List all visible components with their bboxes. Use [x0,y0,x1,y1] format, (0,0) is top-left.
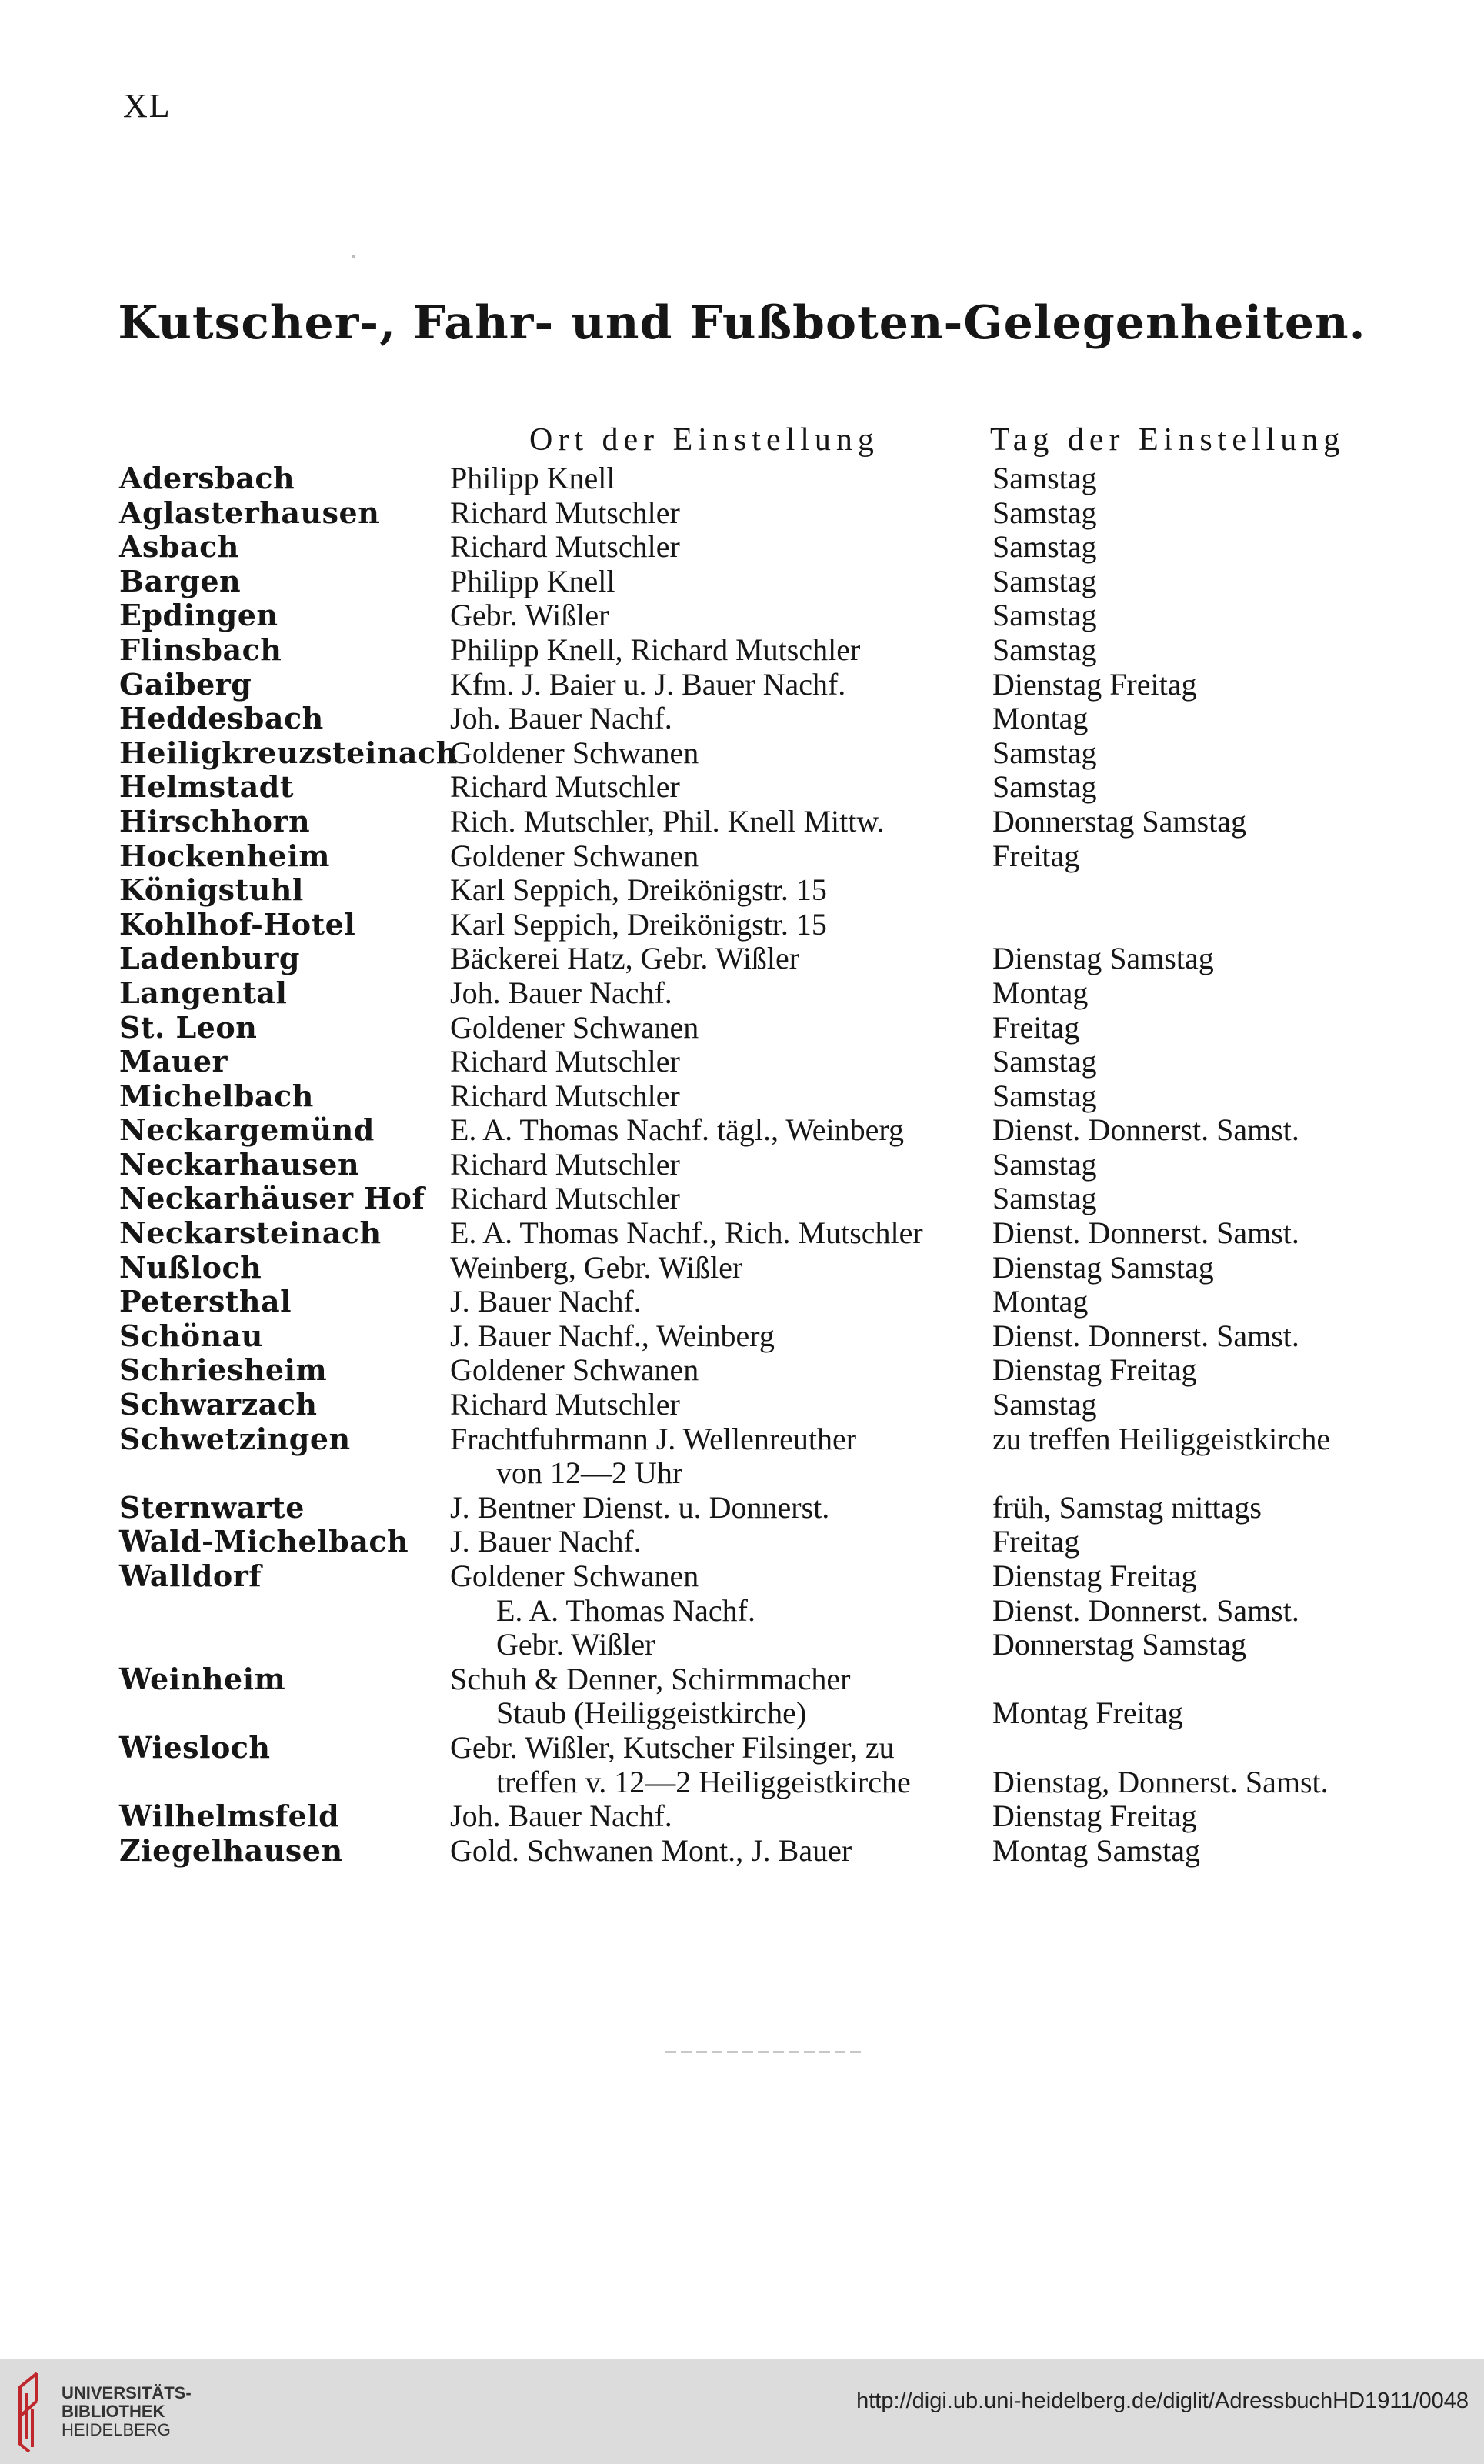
place-name: Heiligkreuzsteinach [119,735,458,770]
ort-line: J. Bauer Nachf., Weinberg [450,1318,775,1353]
ort-line: Richard Mutschler [450,1181,680,1216]
tag-line: Montag [992,975,1089,1010]
column-header-tag: Tag der Einstellung [990,422,1346,458]
tag-cell [992,1216,1427,1251]
table-row [119,736,1427,771]
place-name: Königstuhl [119,872,304,908]
place-name: Helmstadt [119,769,294,805]
place-name: Heddesbach [119,701,324,736]
tag-cell [992,565,1427,599]
place-name: Kohlhof-Hotel [119,906,356,942]
place-name: Schwetzingen [119,1421,351,1456]
ort-cell [450,873,992,908]
ort-line: Gold. Schwanen Mont., J. Bauer [450,1832,852,1868]
table-row [119,1079,1427,1114]
place-name: Schönau [119,1318,263,1353]
ort-line: Gebr. Wißler [496,1627,655,1662]
tag-line: Dienstag, Donnerst. Samst. [992,1764,1329,1799]
tag-line: Dienstag Freitag [992,1799,1197,1834]
tag-line: Dienstag Freitag [992,666,1197,702]
place-name: Sternwarte [119,1489,305,1525]
tag-cell [992,976,1427,1011]
ort-line: Rich. Mutschler, Phil. Knell Mittw. [450,803,885,839]
place-name: Schwarzach [119,1387,318,1422]
ort-cell [450,1799,992,1834]
ort-line: J. Bauer Nachf. [450,1524,642,1559]
ort-line: Philipp Knell [450,461,615,495]
ort-line: Gebr. Wißler [450,598,609,633]
ort-cell [450,736,992,771]
ort-cell [450,839,992,874]
tag-cell [992,1011,1427,1045]
table-row [119,598,1427,633]
table-row [119,1216,1427,1251]
place-name: Ladenburg [119,941,301,976]
tag-cell [992,1045,1427,1079]
tag-line: Samstag [992,495,1097,530]
tag-line: Montag [992,1284,1089,1319]
table-row [119,873,1427,908]
table-row [119,1045,1427,1079]
place-name: Adersbach [119,461,295,495]
tag-cell [992,1799,1427,1834]
table-row [119,1799,1427,1834]
table-row [119,1251,1427,1285]
place-name: Langental [119,975,288,1010]
ort-cell [450,1731,992,1799]
tag-line: Montag Freitag [992,1695,1183,1731]
tag-line: Samstag [992,632,1097,667]
tag-cell [992,942,1427,976]
ort-cell [450,668,992,702]
tag-cell [992,839,1427,874]
ort-line: Karl Seppich, Dreikönigstr. 15 [450,906,827,942]
library-logo-icon [14,2370,51,2455]
tag-line: Donnerstag Samstag [992,1627,1246,1662]
page-number: XL [123,87,172,125]
tag-cell [992,462,1427,496]
tag-cell [992,1079,1427,1114]
tag-cell [992,1662,1427,1731]
ort-cell [450,1559,992,1662]
ort-line: Kfm. J. Baier u. J. Bauer Nachf. [450,666,846,702]
tag-line: Samstag [992,1387,1097,1422]
end-rule [665,2051,865,2053]
table-row [119,1182,1427,1216]
table-row [119,1148,1427,1182]
tag-line: Dienstag Freitag [992,1559,1197,1593]
ort-cell [450,633,992,668]
tag-line: Samstag [992,598,1097,633]
ort-line: Richard Mutschler [450,1146,680,1182]
ort-cell [450,1182,992,1216]
ort-cell [450,1388,992,1422]
ort-cell [450,1319,992,1354]
tag-cell [992,1319,1427,1354]
library-name-line2: BIBLIOTHEK [62,2402,165,2421]
tag-line: Dienst. Donnerst. Samst. [992,1592,1299,1628]
tag-cell [992,1525,1427,1559]
table-row [119,1285,1427,1319]
tag-line: Dienst. Donnerst. Samst. [992,1215,1299,1251]
tag-line [992,1662,1427,1697]
ort-cell [450,770,992,805]
ort-cell [450,1353,992,1388]
table-row [119,1113,1427,1148]
table-row [119,1559,1427,1662]
ort-cell [450,1422,992,1491]
tag-cell [992,1731,1427,1799]
schedule-table [119,462,1427,1868]
tag-line: Samstag [992,1078,1097,1113]
table-row [119,1422,1427,1491]
table-row [119,702,1427,736]
ort-cell [450,976,992,1011]
print-speck [352,255,355,258]
tag-cell [992,496,1427,531]
ort-line: Richard Mutschler [450,495,680,530]
ort-line: Frachtfuhrmann J. Wellenreuther [450,1421,857,1456]
tag-cell [992,908,1427,942]
place-name: Epdingen [119,598,278,633]
tag-cell [992,1388,1427,1422]
ort-cell [450,1011,992,1045]
library-name-line3: HEIDELBERG [62,2420,171,2439]
tag-cell [992,1559,1427,1662]
tag-line: Samstag [992,735,1097,770]
tag-line: Donnerstag Samstag [992,803,1246,839]
ort-cell [450,1525,992,1559]
ort-line: Goldener Schwanen [450,1559,699,1593]
place-name: Wiesloch [119,1729,271,1765]
table-row [119,1011,1427,1045]
ort-line: Richard Mutschler [450,1078,680,1113]
table-row [119,1388,1427,1422]
ort-cell [450,1251,992,1285]
ort-line: Goldener Schwanen [450,1009,699,1045]
table-row [119,1662,1427,1731]
tag-cell [992,770,1427,805]
ort-cell [450,1216,992,1251]
library-name-line1: UNIVERSITÄTS- [62,2383,192,2402]
ort-line: Gebr. Wißler, Kutscher Filsinger, zu [450,1729,895,1765]
place-name: Neckarhäuser Hof [119,1181,425,1216]
tag-cell [992,1491,1427,1525]
table-row [119,908,1427,942]
ort-line: Goldener Schwanen [450,1352,699,1388]
tag-line: Samstag [992,1044,1097,1079]
ort-cell [450,1079,992,1114]
place-name: Hockenheim [119,838,330,873]
ort-line: Philipp Knell [450,563,615,598]
place-name: Schriesheim [119,1352,328,1388]
table-row [119,1731,1427,1799]
place-name: Mauer [119,1044,228,1079]
tag-cell [992,1148,1427,1182]
ort-line: Weinberg, Gebr. Wißler [450,1249,743,1285]
ort-line: J. Bentner Dienst. u. Donnerst. [450,1489,830,1525]
library-name [62,2384,192,2439]
place-name: Flinsbach [119,632,282,667]
place-name: Michelbach [119,1078,314,1113]
place-name: Wald-Michelbach [119,1524,409,1559]
table-row [119,805,1427,839]
tag-line: Montag Samstag [992,1832,1200,1868]
ort-line: Karl Seppich, Dreikönigstr. 15 [450,872,827,908]
tag-line: Samstag [992,1181,1097,1216]
table-row [119,1834,1427,1869]
ort-cell [450,805,992,839]
tag-line [992,908,1427,942]
tag-line: Dienstag Freitag [992,1352,1197,1388]
tag-cell [992,1251,1427,1285]
tag-line: Freitag [992,1524,1080,1559]
ort-cell [450,1834,992,1869]
table-row [119,1525,1427,1559]
ort-line: Richard Mutschler [450,769,680,805]
place-name: Weinheim [119,1661,286,1696]
place-name: Bargen [119,563,242,598]
ort-line: E. A. Thomas Nachf. tägl., Weinberg [450,1112,904,1148]
ort-line: Joh. Bauer Nachf. [450,701,672,736]
table-row [119,668,1427,702]
ort-cell [450,598,992,633]
ort-line: Staub (Heiliggeistkirche) [496,1695,807,1731]
ort-cell [450,1113,992,1148]
tag-cell [992,1353,1427,1388]
place-name: Asbach [119,529,239,565]
place-name: Ziegelhausen [119,1832,343,1868]
ort-line: Schuh & Denner, Schirmmacher [450,1661,851,1696]
footer-bar [0,2359,1484,2464]
table-row [119,496,1427,531]
ort-line: Joh. Bauer Nachf. [450,1799,672,1834]
source-url-link[interactable]: http://digi.ub.uni-heidelberg.de/diglit/AdressbuchHD1911/0048 [856,2389,1469,2413]
tag-cell [992,1182,1427,1216]
place-name: Aglasterhausen [119,495,380,530]
ort-cell [450,1491,992,1525]
ort-cell [450,1148,992,1182]
tag-cell [992,598,1427,633]
ort-line: Bäckerei Hatz, Gebr. Wißler [450,941,800,976]
place-name: Neckarsteinach [119,1215,382,1251]
place-name: Nußloch [119,1249,262,1285]
ort-cell [450,565,992,599]
tag-line: Freitag [992,1009,1080,1045]
tag-cell [992,633,1427,668]
ort-line: E. A. Thomas Nachf. [496,1592,755,1628]
tag-line: Dienstag Samstag [992,1249,1214,1285]
tag-line: Samstag [992,563,1097,598]
tag-cell [992,805,1427,839]
tag-line: Freitag [992,838,1080,873]
tag-line: Dienst. Donnerst. Samst. [992,1112,1299,1148]
ort-line: Richard Mutschler [450,529,680,565]
tag-line: Montag [992,701,1089,736]
tag-line: Samstag [992,461,1097,495]
page-title: Kutscher-, Fahr- und Fußboten-Gelegenheiten. [118,296,1366,350]
place-name: Neckargemünd [119,1112,375,1148]
table-row [119,839,1427,874]
ort-line: treffen v. 12—2 Heiliggeistkirche [496,1764,911,1799]
place-name: Petersthal [119,1284,292,1319]
tag-cell [992,736,1427,771]
ort-line: E. A. Thomas Nachf., Rich. Mutschler [450,1215,923,1251]
tag-line: Samstag [992,769,1097,805]
ort-line: Joh. Bauer Nachf. [450,975,672,1010]
tag-cell [992,668,1427,702]
ort-line: Richard Mutschler [450,1387,680,1422]
ort-cell [450,496,992,531]
table-row [119,942,1427,976]
table-row [119,770,1427,805]
tag-line: Dienst. Donnerst. Samst. [992,1318,1299,1353]
place-name: Hirschhorn [119,803,311,839]
ort-cell [450,702,992,736]
column-header-ort: Ort der Einstellung [529,422,879,458]
tag-line: zu treffen Heiliggeistkirche [992,1421,1331,1456]
tag-cell [992,530,1427,565]
tag-line [992,1456,1427,1491]
tag-cell [992,1285,1427,1319]
table-row [119,633,1427,668]
place-name: St. Leon [119,1009,258,1045]
table-row [119,1319,1427,1354]
ort-cell [450,1285,992,1319]
tag-cell [992,1422,1427,1491]
table-row [119,462,1427,496]
ort-cell [450,530,992,565]
ort-line: Richard Mutschler [450,1044,680,1079]
tag-line: früh, Samstag mittags [992,1489,1262,1525]
ort-line: Philipp Knell, Richard Mutschler [450,632,861,667]
table-row [119,530,1427,565]
place-name: Wilhelmsfeld [119,1799,340,1834]
ort-cell [450,942,992,976]
ort-line: Goldener Schwanen [450,735,699,770]
ort-cell [450,1045,992,1079]
ort-line: von 12—2 Uhr [496,1455,683,1491]
tag-line [992,1731,1427,1765]
tag-line: Samstag [992,1146,1097,1182]
tag-cell [992,1113,1427,1148]
ort-cell [450,1662,992,1731]
ort-cell [450,462,992,496]
place-name: Neckarhausen [119,1146,360,1182]
table-row [119,1491,1427,1525]
tag-line: Dienstag Samstag [992,941,1214,976]
tag-line [992,873,1427,908]
place-name: Gaiberg [119,666,252,702]
table-row [119,976,1427,1011]
ort-line: Goldener Schwanen [450,838,699,873]
tag-cell [992,873,1427,908]
tag-cell [992,1834,1427,1869]
tag-cell [992,702,1427,736]
table-row [119,1353,1427,1388]
ort-line: J. Bauer Nachf. [450,1284,642,1319]
table-row [119,565,1427,599]
place-name: Walldorf [119,1559,262,1593]
tag-line: Samstag [992,529,1097,565]
ort-cell [450,908,992,942]
